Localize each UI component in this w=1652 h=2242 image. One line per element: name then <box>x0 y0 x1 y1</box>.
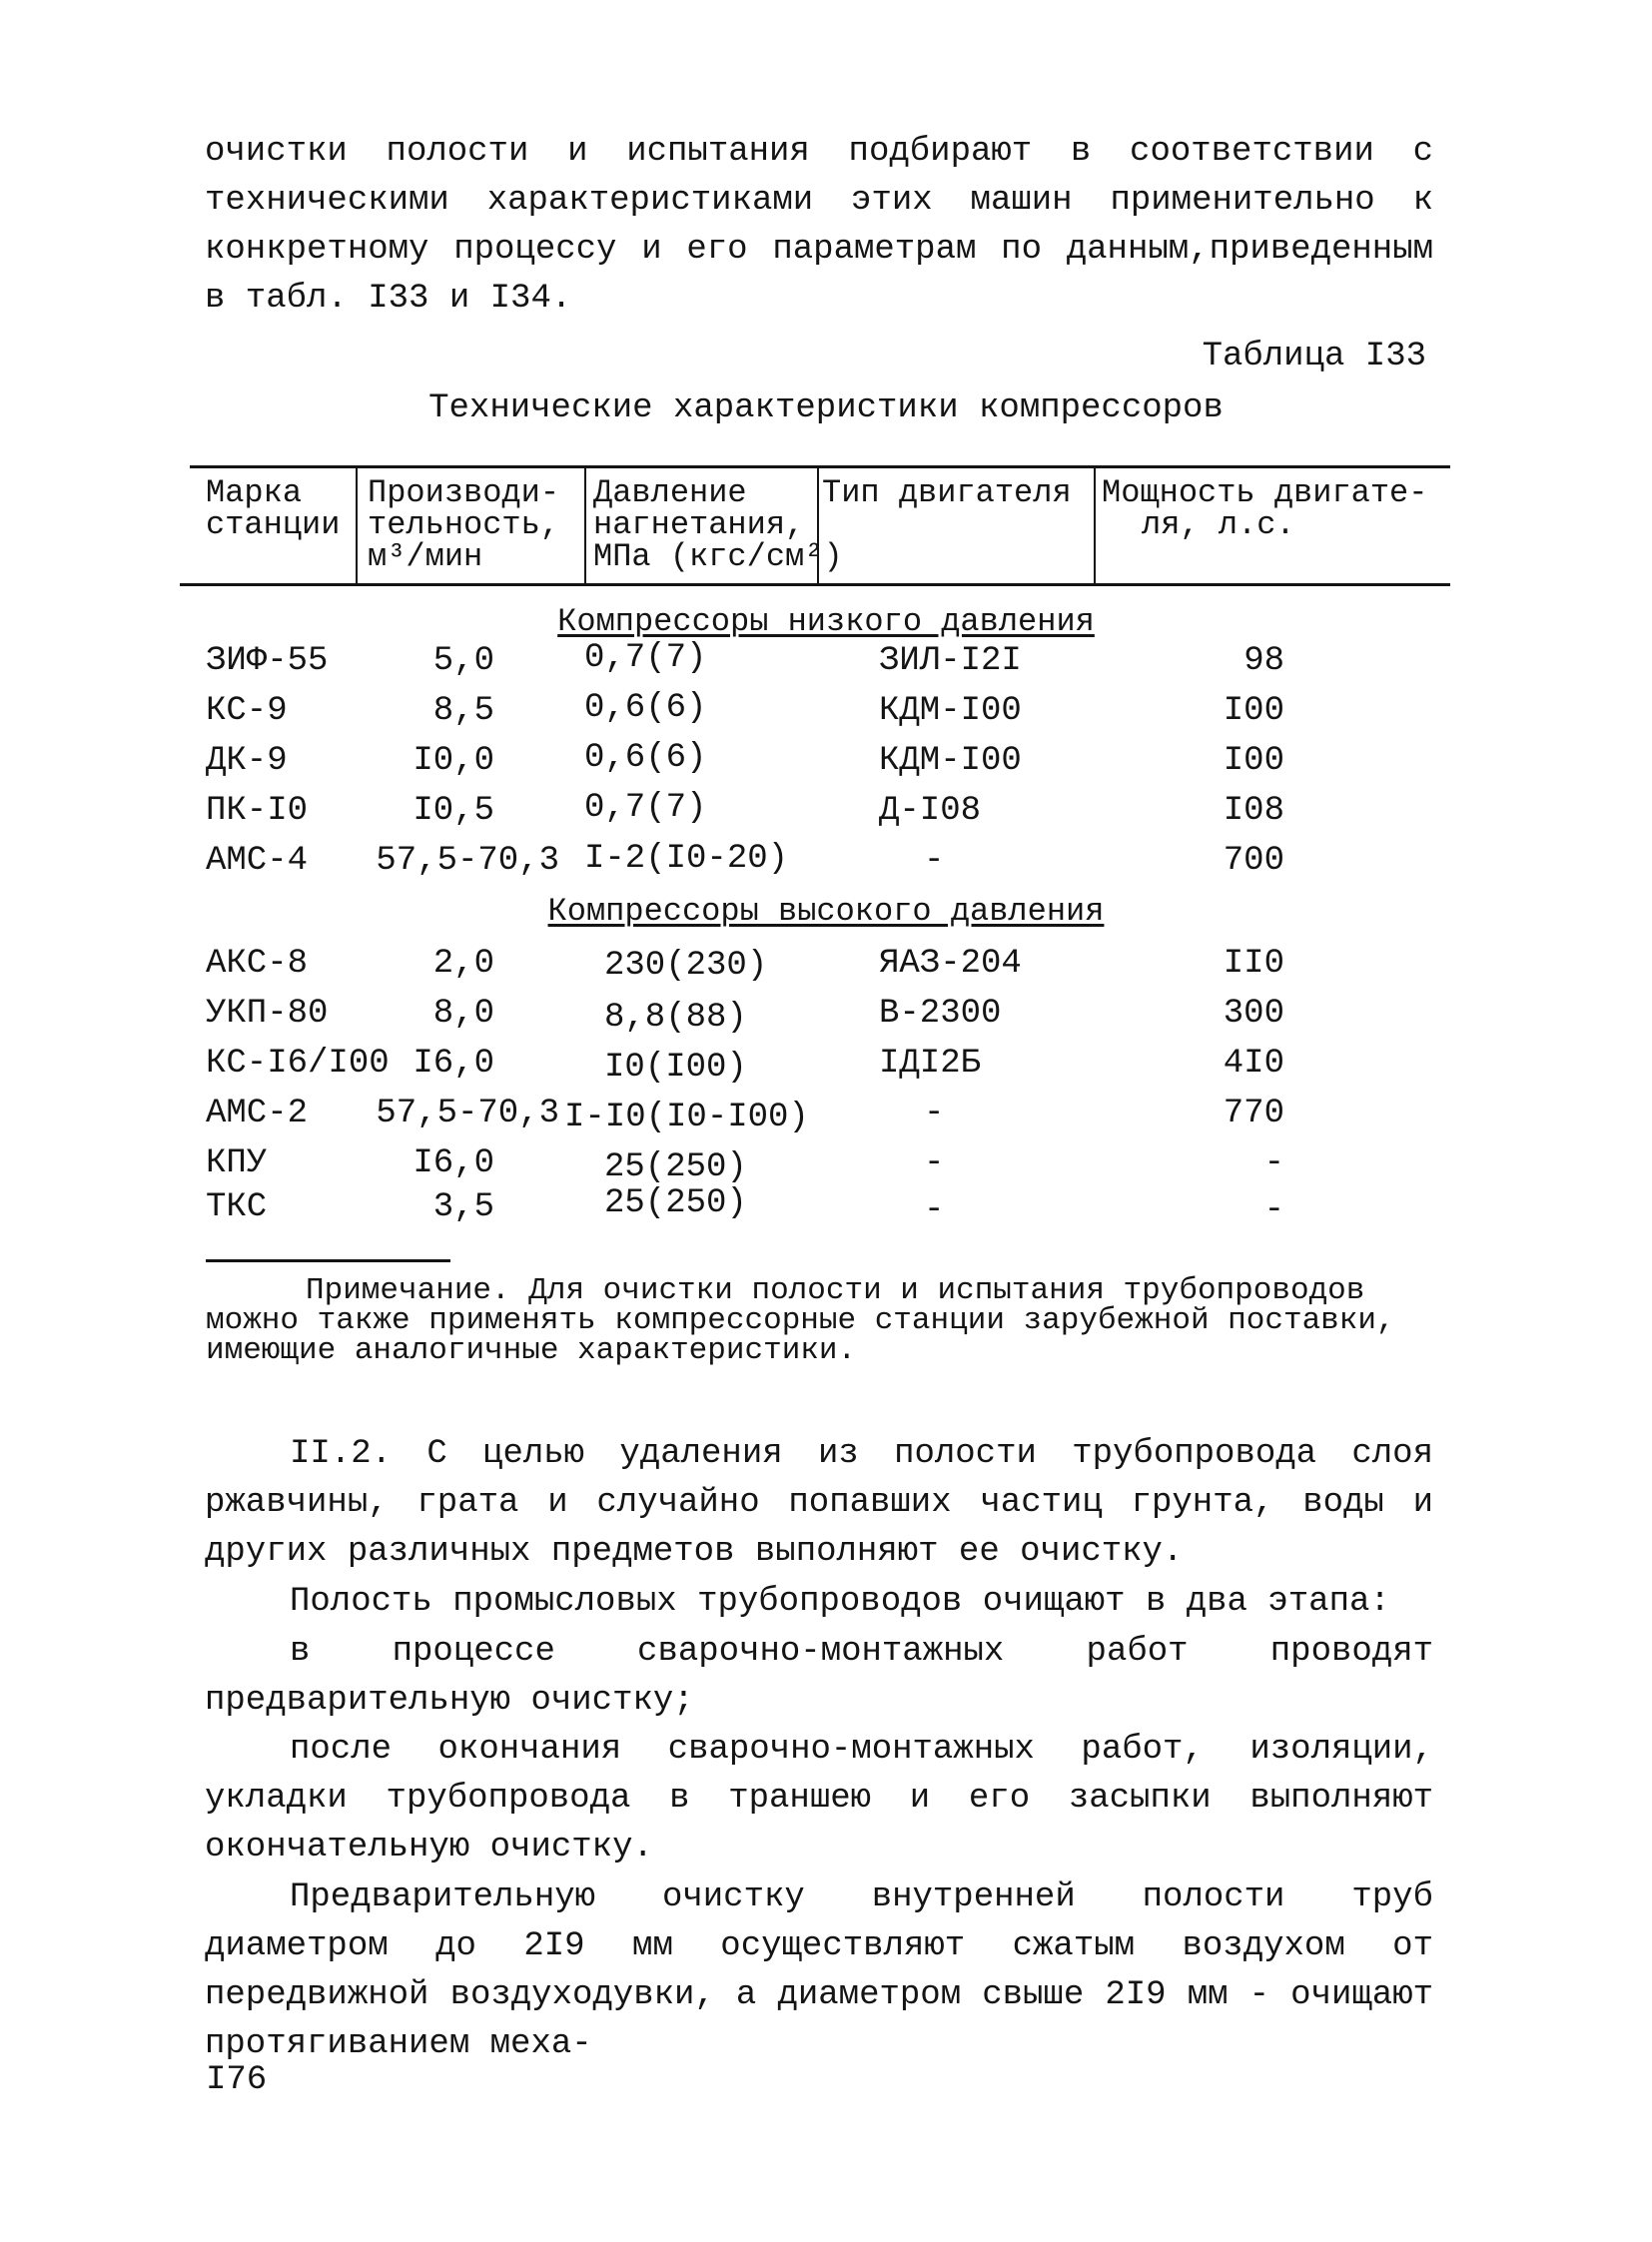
cell-brand: ЗИФ-55 <box>206 642 329 680</box>
section-title-high-pressure <box>0 893 1652 930</box>
cell-pressure: 0,6(6) <box>584 739 707 777</box>
paragraph: Полость промысловых трубопроводов очищают в два этапа: <box>290 1583 1390 1621</box>
table-header-rule <box>180 583 1450 586</box>
cell-brand: АМС-4 <box>206 842 309 880</box>
header-divider <box>1094 465 1096 583</box>
cell-performance: 57,5-70,3 <box>376 842 559 880</box>
header-power <box>1102 474 1428 543</box>
cell-power: 700 <box>1223 842 1284 880</box>
cell-power: I00 <box>1223 742 1284 780</box>
cell-power: - <box>1263 1144 1284 1182</box>
header-engine <box>822 474 1072 511</box>
section-title-low-pressure <box>0 603 1652 640</box>
cell-power: II0 <box>1223 945 1284 983</box>
paragraph: в процессе сварочно-монтажных работ проводят предварительную очистку; <box>205 1633 1433 1720</box>
cell-engine: ЯАЗ-204 <box>879 945 1022 983</box>
cell-engine: ЗИЛ-I2I <box>879 642 1022 680</box>
intro-paragraph: очистки полости и испытания подбирают в соответствии с техническими характеристиками этих машин применительно к конкретному процессу и его параметрам по данным,приведенным в табл. I33 и I34. <box>205 133 1433 318</box>
cell-engine: Д-I08 <box>879 792 982 830</box>
paragraph: Предварительную очистку внутренней полости труб диаметром до 2I9 мм осуществляют сжатым воздухом от передвижной воздуходувки, а диаметром свыше 2I9 мм - очищают протягиванием меха- <box>205 1878 1433 2063</box>
header-performance <box>368 474 560 575</box>
cell-performance: 8,0 <box>432 995 494 1033</box>
paragraph: II.2. С целью удаления из полости трубопровода слоя ржавчины, грата и случайно попавших частиц грунта, воды и других различных предметов выполняют ее очистку. <box>205 1435 1433 1571</box>
page-number: I76 <box>206 2061 268 2099</box>
cell-pressure: 25(250) <box>604 1184 747 1222</box>
cell-performance: 57,5-70,3 <box>376 1095 559 1132</box>
cell-performance: 8,5 <box>432 692 494 730</box>
cell-performance: I6,0 <box>413 1045 494 1083</box>
cell-brand: АКС-8 <box>206 945 309 983</box>
cell-engine: IДI2Б <box>879 1045 982 1083</box>
cell-power: 770 <box>1223 1095 1284 1132</box>
cell-pressure: I0(I00) <box>604 1049 747 1087</box>
cell-pressure: 8,8(88) <box>604 999 747 1037</box>
cell-performance: I6,0 <box>413 1144 494 1182</box>
header-engine-line: Тип двигателя <box>822 474 1072 511</box>
cell-performance: I0,5 <box>413 792 494 830</box>
cell-pressure: I-I0(I0-I00) <box>564 1099 809 1136</box>
cell-engine: КДМ-I00 <box>879 742 1022 780</box>
cell-power: 300 <box>1223 995 1284 1033</box>
cell-engine: В-2300 <box>879 995 1002 1033</box>
header-pressure-line: МПа (кгс/см²) <box>593 538 843 575</box>
header-brand-line: Марка <box>206 474 303 511</box>
cell-brand: ПК-I0 <box>206 792 309 830</box>
cell-pressure: 0,7(7) <box>584 789 707 827</box>
header-pressure-line: Давление <box>593 474 747 511</box>
table-top-rule <box>190 465 1450 468</box>
cell-power: I08 <box>1223 792 1284 830</box>
table-number: Таблица I33 <box>1202 338 1426 375</box>
header-brand-line: станции <box>206 506 341 543</box>
cell-performance: 5,0 <box>432 642 494 680</box>
cell-power: 98 <box>1243 642 1284 680</box>
header-divider <box>356 465 358 583</box>
cell-performance: 2,0 <box>432 945 494 983</box>
header-performance-line: Производи- <box>368 474 560 511</box>
header-divider <box>584 465 586 583</box>
header-pressure-line: нагнетания, <box>593 506 805 543</box>
section-title-text: Компрессоры низкого давления <box>557 603 1095 640</box>
header-power-line: Мощность двигате- <box>1102 474 1428 511</box>
cell-engine: - <box>924 1144 945 1182</box>
header-pressure <box>593 474 843 575</box>
cell-pressure: I-2(I0-20) <box>584 840 789 878</box>
cell-pressure: 0,6(6) <box>584 689 707 727</box>
cell-power: - <box>1263 1191 1284 1229</box>
paragraph: после окончания сварочно-монтажных работ, изоляции, укладки трубопровода в траншею и его засыпки выполняют окончательную очистку. <box>205 1731 1433 1867</box>
cell-engine: - <box>924 842 945 880</box>
header-brand <box>206 474 341 543</box>
cell-pressure: 230(230) <box>604 947 768 985</box>
note-divider <box>206 1259 450 1262</box>
section-title-text: Компрессоры высокого давления <box>547 893 1105 930</box>
cell-brand: КПУ <box>206 1144 268 1182</box>
cell-brand: АМС-2 <box>206 1095 309 1132</box>
cell-engine: - <box>924 1095 945 1132</box>
cell-performance: I0,0 <box>413 742 494 780</box>
cell-performance: 3,5 <box>432 1188 494 1226</box>
header-performance-line: м³/мин <box>368 538 483 575</box>
table-title: Технические характеристики компрессоров <box>428 389 1224 427</box>
cell-pressure: 25(250) <box>604 1148 747 1186</box>
header-performance-line: тельность, <box>368 506 560 543</box>
table-note: Примечание. Для очистки полости и испытания трубопроводов можно также применять компрессорные станции зарубежной поставки, имеющие аналогичные характеристики. <box>206 1273 1395 1368</box>
cell-brand: УКП-80 <box>206 995 329 1033</box>
cell-power: I00 <box>1223 692 1284 730</box>
cell-engine: КДМ-I00 <box>879 692 1022 730</box>
cell-brand: ТКС <box>206 1188 268 1226</box>
cell-engine: - <box>924 1191 945 1229</box>
cell-brand: КС-I6/I00 <box>206 1045 390 1083</box>
header-power-line: ля, л.с. <box>1142 506 1295 543</box>
cell-brand: КС-9 <box>206 692 288 730</box>
cell-power: 4I0 <box>1223 1045 1284 1083</box>
cell-pressure: 0,7(7) <box>584 639 707 677</box>
cell-brand: ДК-9 <box>206 742 288 780</box>
